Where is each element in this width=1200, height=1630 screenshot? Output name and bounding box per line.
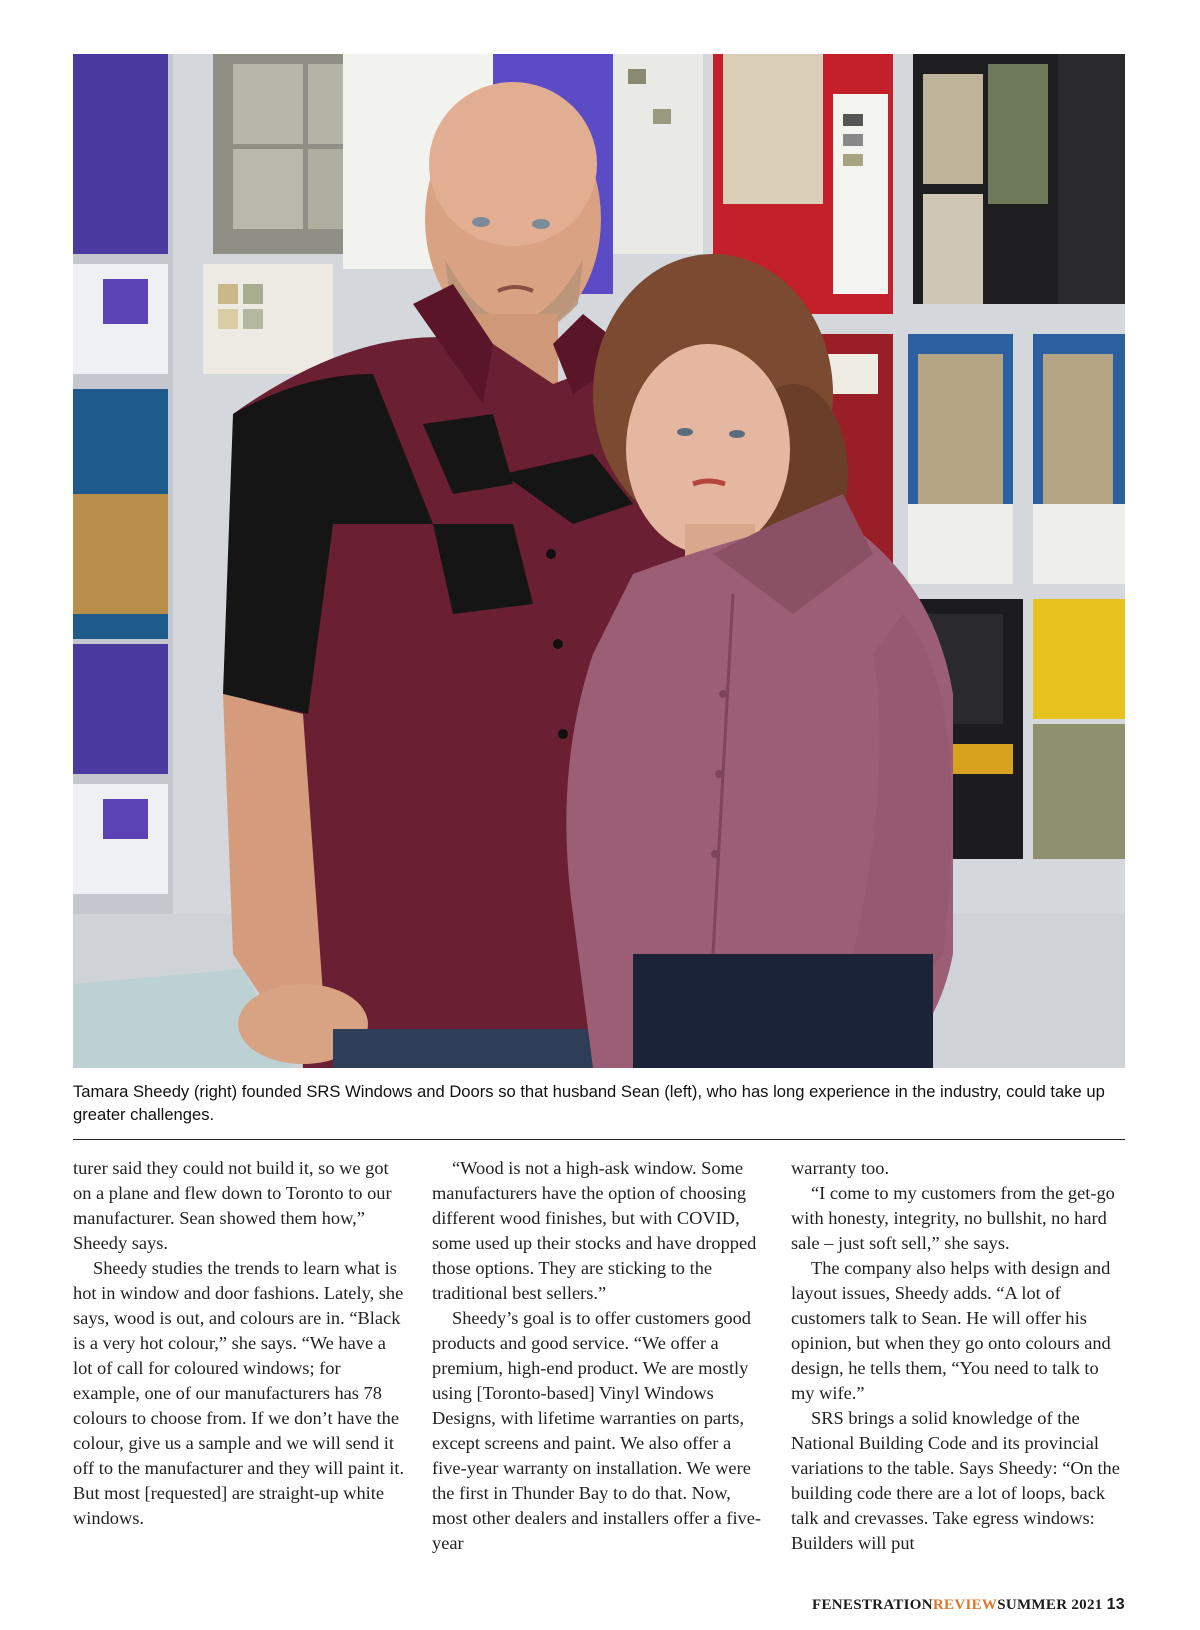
paragraph: warranty too. [791,1158,890,1178]
feature-photo [73,54,1125,1068]
text-column-3 [791,1156,1125,1556]
photo-image [73,54,1125,1068]
paragraph: “Wood is not a high-ask window. Some manufacturers have the option of choosing different wood finishes, but with COVID, some used up their stocks and have dropped those options. They are sticking to the traditional best sellers.” [432,1158,757,1303]
page-footer [812,1596,1125,1614]
magazine-name-part2: REVIEW [932,1597,998,1613]
paragraph: “I come to my customers from the get-go with honesty, integrity, no bullshit, no hard sale – just soft sell,” she says. [791,1183,1115,1253]
page-number: 13 [1106,1596,1125,1613]
paragraph: turer said they could not build it, so we got on a plane and flew down to Toronto to our manufacturer. Sean showed them how,” Sheedy says. [73,1158,392,1253]
text-column-1 [73,1156,407,1531]
paragraph: SRS brings a solid knowledge of the National Building Code and its provincial variations to the table. Says Sheedy: “On the building code there are a lot of loops, back talk and crevasses. Take egress windows: Builders will put [791,1408,1120,1553]
paragraph: Sheedy studies the trends to learn what is hot in window and door fashions. Lately, she says, wood is out, and colours are in. “Black is a very hot colour,” she says. “We have a lot of call for coloured windows; for example, one of our manufacturers has 78 colours to choose from. If we don’t have the colour, give us a sample and we will send it off to the manufacturer and they will paint it. But most [requested] are straight-up white windows. [73,1258,405,1528]
issue-label: SUMMER 2021 [997,1597,1103,1613]
paragraph: Sheedy’s goal is to offer customers good products and good service. “We offer a premium, high-end product. We are mostly using [Toronto-based] Vinyl Windows Designs, with lifetime warranties on parts, except screens and paint. We also offer a five-year warranty on installation. We were the first in Thunder Bay to do that. Now, most other dealers and installers offer a five-year [432,1308,762,1553]
paragraph: The company also helps with design and layout issues, Sheedy adds. “A lot of customers talk to Sean. He will offer his opinion, but when they go onto colours and design, he tells them, “You need to talk to my wife.” [791,1258,1111,1403]
caption-divider [73,1139,1125,1140]
magazine-name-part1: FENESTRATION [812,1597,933,1613]
photo-caption: Tamara Sheedy (right) founded SRS Windows and Doors so that husband Sean (left), who has long experience in the industry, could take up greater challenges. [73,1082,1105,1124]
text-column-2 [432,1156,766,1556]
